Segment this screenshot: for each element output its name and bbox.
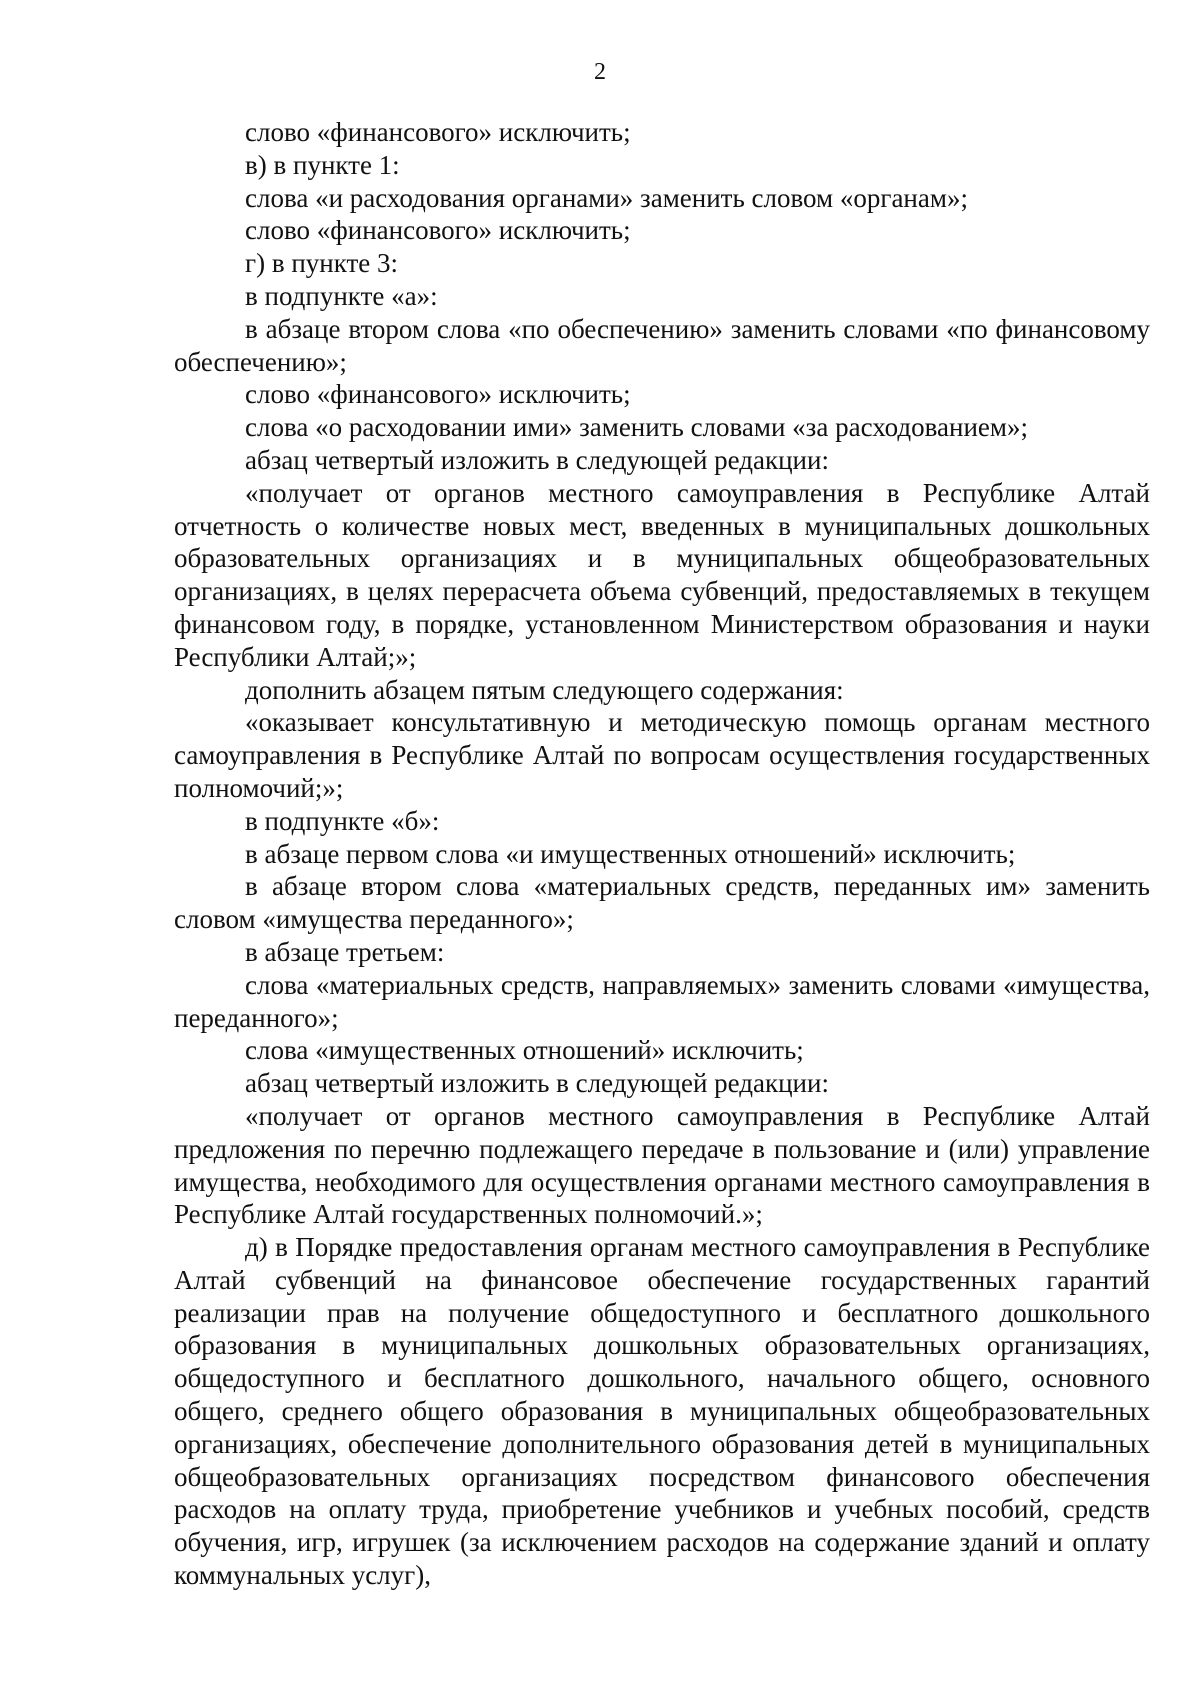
- paragraph: в) в пункте 1:: [245, 149, 400, 180]
- paragraph: «оказывает консультативную и методическую помощь органам местного самоуправления в Республике Алтай по вопросам осуществления государственных полномочий;»;: [174, 707, 1150, 803]
- paragraph: «получает от органов местного самоуправления в Республике Алтай отчетность о количестве новых мест, введенных в муниципальных дошкольных образовательных организациях и в муниципальных общеобразовательных организациях, в целях перерасчета объема субвенций, предоставляемых в текущем финансовом году, в порядке, установленном Министерством образования и науки Республики Алтай;»;: [174, 477, 1150, 672]
- paragraph: слово «финансового» исключить;: [245, 215, 631, 246]
- paragraph: слова «имущественных отношений» исключить;: [245, 1035, 804, 1066]
- paragraph: в абзаце третьем:: [245, 936, 445, 967]
- paragraph: в абзаце втором слова «по обеспечению» заменить словами «по финансовому обеспечению»;: [174, 313, 1150, 377]
- paragraph: слова «материальных средств, направляемых» заменить словами «имущества, переданного»;: [174, 969, 1150, 1033]
- paragraph: слова «о расходовании ими» заменить словами «за расходованием»;: [245, 412, 1028, 443]
- document-body: [174, 116, 1150, 1592]
- paragraph: в подпункте «б»:: [245, 805, 440, 836]
- paragraph: г) в пункте 3:: [245, 248, 399, 279]
- paragraph: абзац четвертый изложить в следующей редакции:: [245, 444, 829, 475]
- paragraph: слово «финансового» исключить;: [245, 117, 631, 147]
- paragraph: в абзаце первом слова «и имущественных отношений» исключить;: [245, 838, 1016, 869]
- paragraph: «получает от органов местного самоуправления в Республике Алтай предложения по перечню подлежащего передаче в пользование и (или) управление имущества, необходимого для осуществления органами местного самоуправления в Республике Алтай государственных полномочий.»;: [174, 1100, 1150, 1230]
- page-number: 2: [594, 59, 606, 85]
- paragraph: слово «финансового» исключить;: [245, 379, 631, 410]
- paragraph: д) в Порядке предоставления органам местного самоуправления в Республике Алтай субвенций на финансовое обеспечение государственных гарантий реализации прав на получение общедоступного и бесплатного дошкольного образования в муниципальных дошкольных образовательных организациях, общедоступного и бесплатного дошкольного, начального общего, основного общего, среднего общего образования в муниципальных общеобразовательных организациях, обеспечение дополнительного образования детей в муниципальных общеобразовательных организациях посредством финансового обеспечения расходов на оплату труда, приобретение учебников и учебных пособий, средств обучения, игр, игрушек (за исключением расходов на содержание зданий и оплату коммунальных услуг),: [174, 1232, 1150, 1591]
- paragraph: абзац четвертый изложить в следующей редакции:: [245, 1068, 829, 1099]
- paragraph: в абзаце втором слова «материальных средств, переданных им» заменить словом «имущества переданного»;: [174, 871, 1150, 935]
- paragraph: в подпункте «а»:: [245, 280, 438, 311]
- paragraph: дополнить абзацем пятым следующего содержания:: [245, 674, 844, 705]
- paragraph: слова «и расходования органами» заменить словом «органам»;: [245, 182, 968, 213]
